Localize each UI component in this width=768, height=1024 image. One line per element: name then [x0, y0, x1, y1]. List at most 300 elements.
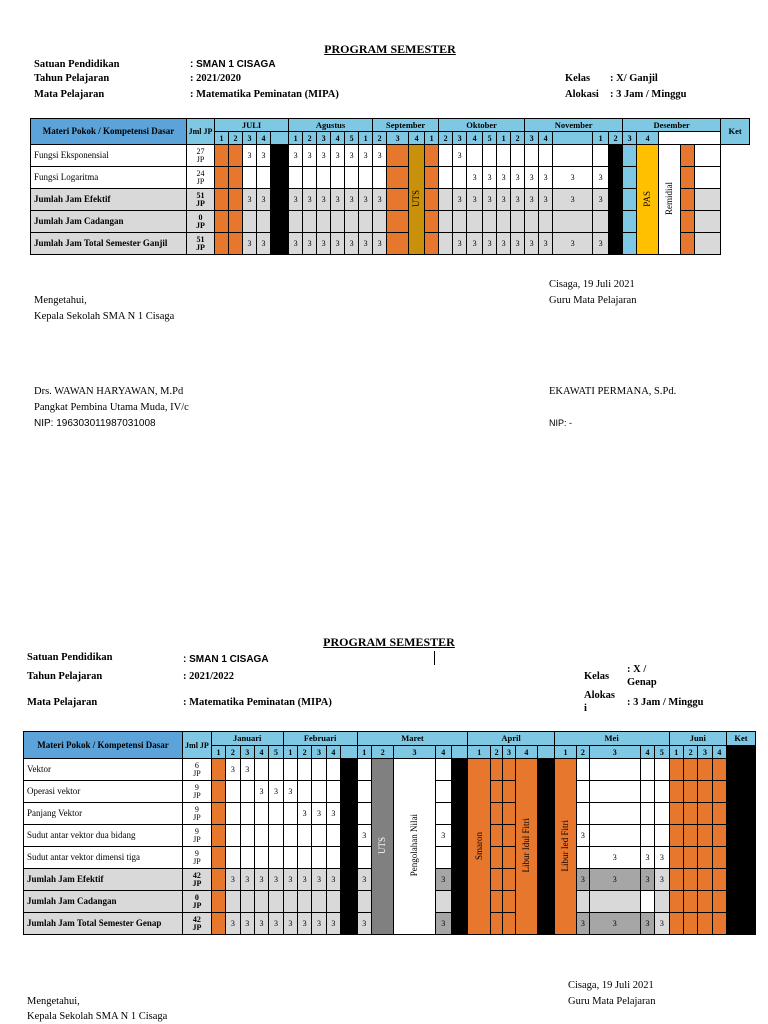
schedule-cell — [283, 891, 297, 913]
schedule-cell — [712, 781, 726, 803]
schedule-cell — [503, 891, 515, 913]
sem1-week: 2 — [511, 132, 525, 145]
sem2-libur1-block: Libur Idul Fitri — [515, 759, 538, 935]
schedule-cell — [326, 847, 340, 869]
schedule-cell-value: 3 — [525, 189, 539, 211]
schedule-cell-value: 3 — [655, 869, 669, 891]
sem2-row-jp: 42 JP — [183, 869, 212, 891]
sem2-row-label: Sudut antar vektor dimensi tiga — [24, 847, 183, 869]
schedule-cell — [712, 759, 726, 781]
sem1-row-label: Fungsi Eksponensial — [31, 145, 187, 167]
schedule-cell — [467, 211, 483, 233]
schedule-cell — [467, 145, 483, 167]
schedule-cell — [683, 869, 697, 891]
schedule-cell — [695, 189, 721, 211]
sem1-alokasi-value: : 3 Jam / Minggu — [610, 89, 687, 100]
schedule-cell — [593, 145, 609, 167]
schedule-cell-value: 3 — [357, 913, 371, 935]
schedule-cell-value: 3 — [539, 189, 553, 211]
sem2-week: 5 — [269, 746, 283, 759]
sem2-month-mei: Mei — [554, 732, 669, 746]
schedule-cell — [439, 211, 453, 233]
schedule-cell — [669, 847, 683, 869]
schedule-cell — [451, 869, 467, 891]
schedule-cell — [283, 803, 297, 825]
schedule-cell — [589, 759, 640, 781]
schedule-cell — [503, 913, 515, 935]
sem2-schedule-table — [23, 731, 756, 935]
sem1-kepsek-name: Drs. WAWAN HARYAWAN, M.Pd — [34, 386, 184, 397]
schedule-cell — [269, 891, 283, 913]
schedule-cell — [341, 891, 357, 913]
schedule-cell — [283, 759, 297, 781]
schedule-cell-value: 3 — [577, 869, 589, 891]
sem1-kepsek-label: Kepala Sekolah SMA N 1 Cisaga — [34, 311, 175, 322]
schedule-cell-value: 3 — [312, 913, 326, 935]
schedule-cell — [538, 759, 554, 781]
schedule-cell-value: 3 — [525, 167, 539, 189]
schedule-cell — [712, 847, 726, 869]
schedule-cell — [211, 781, 225, 803]
schedule-cell-value: 3 — [483, 167, 497, 189]
sem2-week: 4 — [435, 746, 451, 759]
schedule-cell — [331, 167, 345, 189]
sem1-week: 2 — [439, 132, 453, 145]
schedule-cell — [345, 211, 359, 233]
schedule-cell — [681, 145, 695, 167]
sem1-guru-name: EKAWATI PERMANA, S.Pd. — [549, 386, 677, 397]
schedule-cell — [211, 913, 225, 935]
sem2-materi-header: Materi Pokok / Kompetensi Dasar — [24, 732, 183, 759]
schedule-cell — [577, 891, 589, 913]
sem1-ket-header: Ket — [721, 119, 750, 145]
schedule-cell-value: 3 — [483, 233, 497, 255]
schedule-cell — [503, 781, 515, 803]
schedule-cell — [425, 167, 439, 189]
schedule-cell-value: 3 — [655, 847, 669, 869]
sem2-week: 5 — [655, 746, 669, 759]
schedule-cell — [211, 825, 225, 847]
sem2-alokasi-value: : 3 Jam / Minggu — [627, 697, 704, 708]
schedule-cell — [211, 847, 225, 869]
schedule-cell-value: 3 — [317, 233, 331, 255]
sem1-month-juli: JULI — [215, 119, 289, 132]
schedule-cell-value: 3 — [331, 145, 345, 167]
schedule-cell — [503, 803, 515, 825]
schedule-cell — [538, 803, 554, 825]
schedule-cell — [712, 803, 726, 825]
schedule-cell-value: 3 — [577, 825, 589, 847]
sem1-week: 3 — [317, 132, 331, 145]
sem1-tahun-label: Tahun Pelajaran — [34, 73, 110, 84]
sem2-week-spacer — [451, 746, 467, 759]
sem1-week: 4 — [467, 132, 483, 145]
sem1-week-spacer — [553, 132, 593, 145]
schedule-cell — [681, 189, 695, 211]
schedule-cell — [357, 759, 371, 781]
schedule-cell-value: 3 — [511, 233, 525, 255]
schedule-cell — [331, 211, 345, 233]
sem1-row-jp: 24 JP — [187, 167, 215, 189]
schedule-cell-value: 3 — [511, 189, 525, 211]
schedule-cell-value: 3 — [269, 781, 283, 803]
schedule-cell-value: 3 — [483, 189, 497, 211]
schedule-cell-value: 3 — [589, 913, 640, 935]
schedule-cell — [589, 781, 640, 803]
schedule-cell — [525, 211, 539, 233]
schedule-cell — [283, 825, 297, 847]
schedule-cell — [439, 233, 453, 255]
schedule-cell — [669, 759, 683, 781]
schedule-cell — [425, 233, 439, 255]
schedule-cell — [298, 891, 312, 913]
sem2-week: 4 — [515, 746, 538, 759]
schedule-cell — [254, 847, 268, 869]
schedule-cell — [681, 211, 695, 233]
sem1-alokasi-label: Alokasi — [565, 89, 599, 100]
schedule-cell — [312, 781, 326, 803]
sem1-week: 4 — [409, 132, 425, 145]
sem1-month-desember: Desember — [623, 119, 721, 132]
sem2-pengolahan-block: Pengolahan Nilai — [394, 759, 435, 935]
schedule-cell — [226, 847, 240, 869]
schedule-cell — [289, 211, 303, 233]
schedule-cell — [695, 167, 721, 189]
sem1-guru-label: Guru Mata Pelajaran — [549, 295, 637, 306]
schedule-cell — [683, 891, 697, 913]
schedule-cell — [655, 825, 669, 847]
schedule-cell — [640, 759, 654, 781]
sem2-week: 2 — [226, 746, 240, 759]
schedule-cell — [341, 825, 357, 847]
sem2-week: 2 — [298, 746, 312, 759]
schedule-cell — [698, 781, 712, 803]
schedule-cell-value: 3 — [453, 145, 467, 167]
sem2-kelas-value-1: : X / — [627, 664, 647, 675]
schedule-cell — [357, 803, 371, 825]
schedule-cell — [215, 189, 229, 211]
sem1-week-spacer — [271, 132, 289, 145]
schedule-cell — [254, 803, 268, 825]
sem1-mengetahui: Mengetahui, — [34, 295, 87, 306]
schedule-cell — [490, 891, 502, 913]
schedule-cell-value: 3 — [257, 189, 271, 211]
schedule-cell-value: 3 — [254, 781, 268, 803]
schedule-cell — [298, 847, 312, 869]
schedule-cell — [609, 211, 623, 233]
sem2-row-jp: 9 JP — [183, 825, 212, 847]
schedule-cell — [623, 145, 637, 167]
schedule-cell — [451, 803, 467, 825]
sem1-month-november: November — [525, 119, 623, 132]
schedule-cell — [655, 891, 669, 913]
sem2-row-jp: 9 JP — [183, 847, 212, 869]
schedule-cell — [303, 211, 317, 233]
sem2-week: 2 — [490, 746, 502, 759]
sem1-week: 1 — [359, 132, 373, 145]
schedule-cell — [683, 803, 697, 825]
schedule-cell — [669, 869, 683, 891]
schedule-cell — [589, 891, 640, 913]
sem2-week: 2 — [371, 746, 394, 759]
schedule-cell — [271, 167, 289, 189]
schedule-cell — [683, 825, 697, 847]
schedule-cell — [483, 211, 497, 233]
schedule-cell — [538, 869, 554, 891]
schedule-cell — [577, 803, 589, 825]
schedule-cell — [283, 847, 297, 869]
schedule-cell — [640, 781, 654, 803]
schedule-cell — [727, 759, 756, 781]
schedule-cell — [539, 145, 553, 167]
schedule-cell-value: 3 — [359, 189, 373, 211]
schedule-cell — [271, 145, 289, 167]
schedule-cell — [229, 145, 243, 167]
schedule-cell-value: 3 — [467, 233, 483, 255]
schedule-cell — [497, 211, 511, 233]
sem2-week: 3 — [698, 746, 712, 759]
schedule-cell — [211, 759, 225, 781]
schedule-cell — [289, 167, 303, 189]
schedule-cell-value: 3 — [589, 847, 640, 869]
schedule-cell — [623, 233, 637, 255]
schedule-cell — [257, 167, 271, 189]
schedule-cell — [229, 189, 243, 211]
sem2-week: 1 — [357, 746, 371, 759]
sem2-row-label: Operasi vektor — [24, 781, 183, 803]
schedule-cell — [589, 825, 640, 847]
schedule-cell — [669, 913, 683, 935]
sem2-ket-header: Ket — [727, 732, 756, 746]
sem2-uts-block: UTS — [371, 759, 394, 935]
schedule-cell — [373, 211, 387, 233]
sem1-week: 1 — [425, 132, 439, 145]
schedule-cell — [538, 847, 554, 869]
schedule-cell — [655, 759, 669, 781]
schedule-cell — [215, 211, 229, 233]
sem1-mapel-value: : Matematika Peminatan (MIPA) — [190, 89, 339, 100]
schedule-cell — [698, 803, 712, 825]
schedule-cell-value: 3 — [359, 145, 373, 167]
sem2-week: 3 — [503, 746, 515, 759]
schedule-cell — [589, 803, 640, 825]
schedule-cell-value: 3 — [283, 869, 297, 891]
schedule-cell — [683, 847, 697, 869]
schedule-cell — [727, 913, 756, 935]
sem2-week: 1 — [283, 746, 297, 759]
sem1-satuan-label: Satuan Pendidikan — [34, 59, 120, 70]
sem1-week: 4 — [257, 132, 271, 145]
schedule-cell — [727, 803, 756, 825]
sem2-guru-label: Guru Mata Pelajaran — [568, 996, 656, 1007]
schedule-cell — [215, 167, 229, 189]
schedule-cell-value: 3 — [283, 913, 297, 935]
schedule-cell — [387, 211, 409, 233]
schedule-cell-value: 3 — [254, 913, 268, 935]
schedule-cell — [326, 759, 340, 781]
schedule-cell — [490, 759, 502, 781]
schedule-cell — [211, 869, 225, 891]
sem2-month-maret: Maret — [357, 732, 468, 746]
sem2-mapel-label: Mata Pelajaran — [27, 697, 98, 708]
schedule-cell-value: 3 — [539, 233, 553, 255]
schedule-cell-value: 3 — [289, 233, 303, 255]
schedule-cell — [698, 891, 712, 913]
schedule-cell-value: 3 — [303, 145, 317, 167]
schedule-cell-value: 3 — [539, 167, 553, 189]
schedule-cell — [240, 891, 254, 913]
schedule-cell-value: 3 — [497, 167, 511, 189]
schedule-cell — [387, 167, 409, 189]
schedule-cell — [490, 913, 502, 935]
sem2-month-januari: Januari — [211, 732, 283, 746]
schedule-cell-value: 3 — [593, 189, 609, 211]
sem2-alokasi-label-1: Alokas — [584, 690, 615, 701]
schedule-cell — [727, 825, 756, 847]
schedule-cell — [435, 781, 451, 803]
schedule-cell-value: 3 — [467, 189, 483, 211]
schedule-cell-value: 3 — [453, 189, 467, 211]
sem2-row-jp: 9 JP — [183, 803, 212, 825]
schedule-cell-value: 3 — [312, 869, 326, 891]
schedule-cell-value: 3 — [289, 189, 303, 211]
schedule-cell-value: 3 — [240, 913, 254, 935]
schedule-cell-value: 3 — [254, 869, 268, 891]
schedule-cell — [271, 189, 289, 211]
schedule-cell — [240, 803, 254, 825]
schedule-cell — [435, 847, 451, 869]
sem1-uts-block: UTS — [409, 145, 425, 255]
schedule-cell-value: 3 — [511, 167, 525, 189]
schedule-cell — [215, 233, 229, 255]
schedule-cell — [215, 145, 229, 167]
sem2-satuan-label: Satuan Pendidikan — [27, 652, 113, 663]
sem1-week: 1 — [215, 132, 229, 145]
sem2-jml-header: Jml JP — [183, 732, 212, 759]
schedule-cell — [727, 847, 756, 869]
schedule-cell-value: 3 — [497, 189, 511, 211]
sem1-week: 5 — [345, 132, 359, 145]
sem1-row-label: Fungsi Logaritma — [31, 167, 187, 189]
sem1-week: 1 — [497, 132, 511, 145]
schedule-cell — [229, 211, 243, 233]
schedule-cell — [269, 847, 283, 869]
schedule-cell — [226, 781, 240, 803]
sem1-schedule-table — [30, 118, 750, 255]
schedule-cell-value: 3 — [243, 145, 257, 167]
schedule-cell — [511, 211, 525, 233]
schedule-cell — [240, 781, 254, 803]
sem2-week: 4 — [254, 746, 268, 759]
schedule-cell — [298, 759, 312, 781]
schedule-cell — [497, 145, 511, 167]
schedule-cell — [257, 211, 271, 233]
schedule-cell — [698, 869, 712, 891]
schedule-cell — [317, 167, 331, 189]
schedule-cell — [341, 803, 357, 825]
schedule-cell — [681, 233, 695, 255]
schedule-cell-value: 3 — [593, 233, 609, 255]
schedule-cell — [312, 891, 326, 913]
sem2-row-jp: 9 JP — [183, 781, 212, 803]
schedule-cell — [357, 847, 371, 869]
schedule-cell — [577, 847, 589, 869]
schedule-cell — [609, 167, 623, 189]
sem2-row-label: Panjang Vektor — [24, 803, 183, 825]
schedule-cell — [490, 847, 502, 869]
sem2-row-label: Jumlah Jam Efektif — [24, 869, 183, 891]
schedule-cell — [357, 781, 371, 803]
schedule-cell-value: 3 — [331, 233, 345, 255]
schedule-cell — [695, 211, 721, 233]
schedule-cell-value: 3 — [373, 189, 387, 211]
schedule-cell — [577, 759, 589, 781]
sem2-alokasi-label-2: i — [584, 703, 587, 714]
schedule-cell — [226, 803, 240, 825]
schedule-cell-value: 3 — [357, 869, 371, 891]
schedule-cell-value: 3 — [303, 233, 317, 255]
sem2-week: 1 — [468, 746, 491, 759]
sem2-week: 1 — [669, 746, 683, 759]
schedule-cell-value: 3 — [240, 759, 254, 781]
sem1-month-agustus: Agustus — [289, 119, 373, 132]
schedule-cell — [451, 825, 467, 847]
sem1-materi-header: Materi Pokok / Kompetensi Dasar — [31, 119, 187, 145]
schedule-cell — [451, 781, 467, 803]
schedule-cell-value: 3 — [345, 189, 359, 211]
schedule-cell-value: 3 — [435, 825, 451, 847]
sem1-row-jp: 51 JP — [187, 189, 215, 211]
schedule-cell-value: 3 — [226, 759, 240, 781]
schedule-cell — [435, 891, 451, 913]
schedule-cell — [727, 746, 756, 759]
schedule-cell — [669, 803, 683, 825]
sem2-week: 2 — [683, 746, 697, 759]
schedule-cell — [357, 891, 371, 913]
schedule-cell — [712, 869, 726, 891]
sem2-week: 3 — [394, 746, 435, 759]
sem1-guru-nip: NIP: - — [549, 418, 573, 428]
schedule-cell — [727, 869, 756, 891]
schedule-cell — [577, 781, 589, 803]
schedule-cell-value: 3 — [497, 233, 511, 255]
schedule-cell-value: 3 — [240, 869, 254, 891]
sem1-week: 3 — [387, 132, 409, 145]
schedule-cell — [698, 825, 712, 847]
sem2-month-juni: Juni — [669, 732, 726, 746]
schedule-cell — [539, 211, 553, 233]
sem1-row-jp: 0 JP — [187, 211, 215, 233]
schedule-cell — [243, 167, 257, 189]
sem2-satuan-value: : SMAN 1 CISAGA — [183, 654, 269, 665]
schedule-cell-value: 3 — [593, 167, 609, 189]
schedule-cell — [712, 825, 726, 847]
schedule-cell — [359, 211, 373, 233]
schedule-cell — [312, 759, 326, 781]
schedule-cell — [317, 211, 331, 233]
schedule-cell — [453, 167, 467, 189]
sem1-row-jp: 51 JP — [187, 233, 215, 255]
sem1-remidial-block: Remidial — [659, 145, 681, 255]
sem2-title: PROGRAM SEMESTER — [323, 635, 455, 649]
schedule-cell — [503, 825, 515, 847]
sem1-week: 2 — [373, 132, 387, 145]
schedule-cell — [669, 825, 683, 847]
sem2-mapel-value: : Matematika Peminatan (MIPA) — [183, 697, 332, 708]
schedule-cell — [303, 167, 317, 189]
schedule-cell — [490, 781, 502, 803]
sem2-row-jp: 42 JP — [183, 913, 212, 935]
